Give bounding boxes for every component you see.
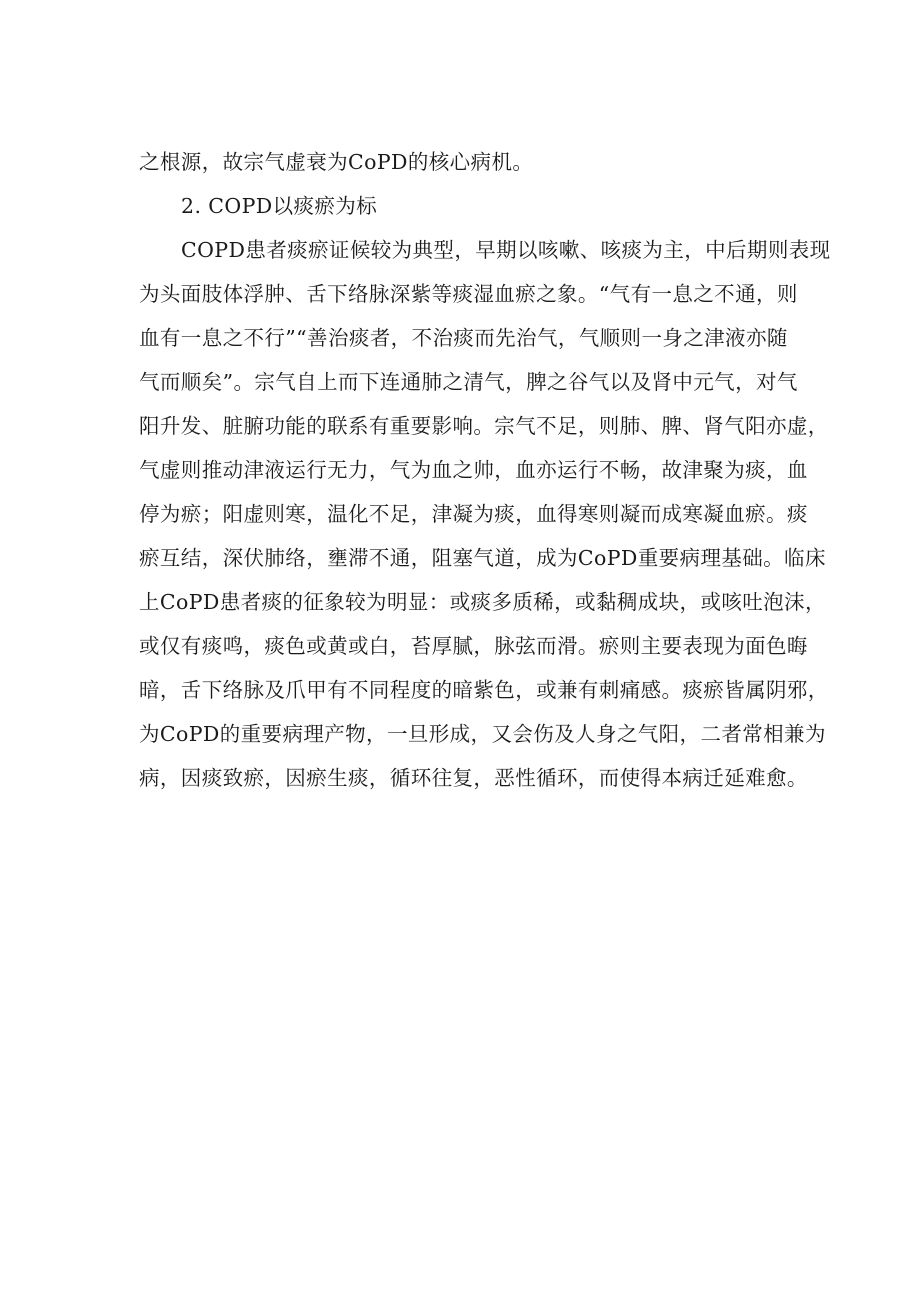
paragraph-line: 暗，舌下络脉及爪甲有不同程度的暗紫色，或兼有刺痛感。痰瘀皆属阴邪， [139,678,829,702]
paragraph-line: 气而顺矣”。宗气自上而下连通肺之清气，脾之谷气以及肾中元气，对气 [139,370,798,394]
paragraph-line: 为CoPD的重要病理产物，一旦形成，又会伤及人身之气阳，二者常相兼为 [139,722,826,746]
paragraph-line: COPD患者痰瘀证候较为典型，早期以咳嗽、咳痰为主，中后期则表现 [181,238,831,262]
document-body [139,140,831,800]
paragraph-line: 病，因痰致瘀，因瘀生痰，循环往复，恶性循环，而使得本病迁延难愈。 [139,766,808,790]
paragraph-line: 气虚则推动津液运行无力，气为血之帅，血亦运行不畅，故津聚为痰，血 [139,458,808,482]
paragraph-line: 停为瘀；阳虚则寒，温化不足，津凝为痰，血得寒则凝而成寒凝血瘀。痰 [139,502,808,526]
paragraph-line: 之根源，故宗气虚衰为CoPD的核心病机。 [139,150,534,174]
paragraph-line: 瘀互结，深伏肺络，壅滞不通，阻塞气道，成为CoPD重要病理基础。临床 [139,546,826,570]
section-heading: 2. COPD以痰瘀为标 [181,194,378,218]
paragraph-line: 血有一息之不行”“善治痰者，不治痰而先治气，气顺则一身之津液亦随 [139,326,788,350]
paragraph-line: 上CoPD患者痰的征象较为明显：或痰多质稀，或黏稠成块，或咳吐泡沫， [139,590,826,614]
paragraph-line: 或仅有痰鸣，痰色或黄或白，苔厚腻，脉弦而滑。瘀则主要表现为面色晦 [139,634,808,658]
paragraph-line: 阳升发、脏腑功能的联系有重要影响。宗气不足，则肺、脾、肾气阳亦虚， [139,414,829,438]
paragraph-line: 为头面肢体浮肿、舌下络脉深紫等痰湿血瘀之象。“气有一息之不通，则 [139,282,798,306]
